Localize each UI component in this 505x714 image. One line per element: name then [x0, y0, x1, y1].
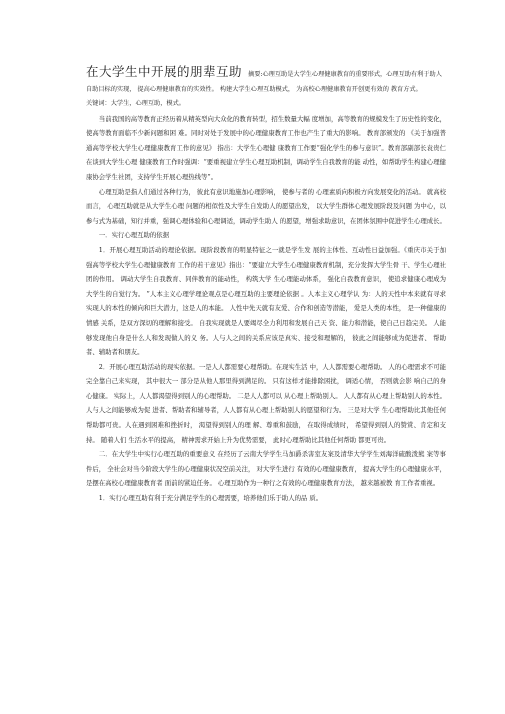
document-page — [86, 64, 446, 506]
title-line — [86, 64, 446, 97]
document-title: 在大学生中开展的朋辈互助 — [86, 64, 243, 79]
abstract-label: 摘要: — [248, 71, 263, 78]
section-heading-1: 一．实行心理互助的依据 — [98, 231, 170, 240]
paragraph-2: 心理互助是指人们通过各种行为， 彼此有意识地施加心理影响， 使参与者的 心理素质向积极方向发展变化的活动。 就高校而言， 心理互助就是从大学生心理 问题的相似性及大学生自发助人的愿望出发， 以大学生群体心理发展阶段及问题 为中心，以参与式为基础，知行并重，强调心理体验和心理调适，调动学生助人 的愿望，增强求助意识，在团体氛围中促进学生心理成长。 — [86, 187, 446, 225]
paragraph-4: 2．开展心理互助活动的现实依据。一是人人都需要心理帮助。在现实生活 中，人人都需要心理帮助。 人的心理需求不可能完全靠自己来实现， 其中很大一 部分是从他人那里得到满足的。 只有这样才能排除困扰， 调适心情， 否则就会影 响自己的身心健康。 实际上，人人都渴望得到别人的心理帮助。 二是人人都可以 从心理上帮助别人。 人人都有从心理上帮助别人的本性。 人与人之间能够成为促 进者、帮助者和辅导者，人人都有从心理上帮助别人的愿望和行为。 三是对大学 生心理帮助比其他任何帮助都可贵。人在遇到困难和挫折时， 渴望得到别人的理 解、尊重和鼓励， 在取得成绩时， 希望得到别人的赞赏、肯定和支持。 随着人们 生活水平的提高， 精神需求开始上升为优势需要， 此时心理帮助比其他任何帮助 都更可贵。 — [86, 362, 446, 444]
paragraph-3: 1．开展心理互助活动的理论依据。现阶段教育的明显特征之一就是学生发 展的主体性、互动性日益加强。《重庆市关于加强高等学校大学生心理健康教育 工作的若干意见》指出：“要建立大学生心理健康教育机制，充分发挥大学生骨 干、学生心理社团的作用。 调动大学生自我教育、同伴教育的能动性， 构筑大学 生心理能动体系， 强化自我教育意识， 使追求健康心理成为大学生的自觉行为。 ”人本主义心理学理论观点是心理互助的主要理论依据 。人本主义心理学认 为：人的天性中本来就有寻求实现人的本性的倾向和巨大潜力，这是人的本能。 人性中先天就有友爱、合作和创造等潜能， 爱是人类的本性， 是一种健康的情感 关系，是双方深切的理解和接受。 自我实现就是人要竭尽全力利用和发展自己天 资、能力和潜能，使自己日趋完美。 人能够发现他自身是什么人和发现做人的义 务。人与人之间的关系应该是真实、接受和理解的， 彼此之间能够成为促进者、 帮助者、辅助者和朋友。 — [86, 245, 446, 357]
abstract-text: 心理互助是大学生心理健康教育的重要形式，心理互助有利于助人自助目标的实现， 提高心理健康教育的实效性。 构建大学生心理互助模式， 为高校心理健康教育开创更有效的 教育方式。 — [86, 71, 442, 93]
paragraph-5: 二．在大学生中实行心理互助的重要意义 在经历了云南大学学生马加爵杀害室友案及清华大学学生刘海洋硫酸泼熊 案等事件后， 全社会对当今阶段大学生的心理健康状况空前关注， 对大学生进行 有效的心理健康教育， 提高大学生的心理健康水平， 是摆在高校心理健康教育者 面前的紧迫任务。 心理互助作为一种行之有效的心理健康教育方法， 越来越被教 育工作者重视。 — [86, 450, 446, 488]
paragraph-1: 当前我国的高等教育正经历着从精英型向大众化的教育转型，招生数量大幅 度增加，高等教育的规模发生了历史性的变化， 使高等教育面临不少新问题和困 难。同时对处于发展中的心理健康教育工作也产生了重大的影响。 教育部颁发的 《关于加强普通高等学校大学生心理健康教育工作的意见》 指出：大学生心理健 康教育工作要“强化学生的参与意识”。教育部副部长袁贵仁在谈到大学生心理 健康教育工作时强调：“要重视建立学生心理互助机制，调动学生自我教育的能 动性，如帮助学生构建心理健康协会学生社团，支持学生开展心理热线等”。 — [86, 114, 446, 181]
paragraph-6: 1．实行心理互助有利于充分满足学生的心理需要，培养他们乐于助人的品 质。 — [98, 494, 323, 503]
keywords: 关键词：大学生，心理互助，模式。 — [86, 100, 185, 107]
